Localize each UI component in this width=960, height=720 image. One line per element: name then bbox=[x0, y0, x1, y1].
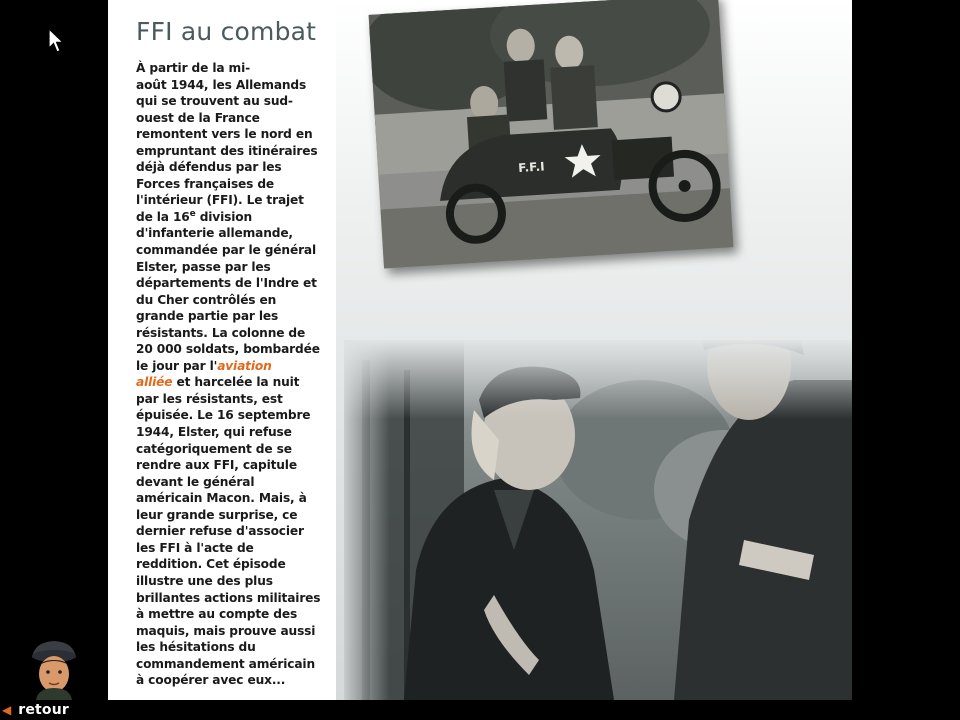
sidecar-label: F.F.I bbox=[517, 159, 546, 176]
retour-button[interactable] bbox=[2, 638, 102, 718]
left-triangle-icon: ◀ bbox=[2, 703, 12, 717]
mouse-cursor-icon bbox=[48, 28, 66, 54]
page-title: FFI au combat bbox=[136, 17, 317, 46]
photo-resistance-fighters bbox=[344, 340, 852, 700]
guide-avatar-icon bbox=[26, 638, 82, 700]
link-aviation-alliee-cont[interactable]: alliée bbox=[136, 375, 173, 390]
encyclopedia-page bbox=[108, 0, 852, 700]
photo-sidecar-motorcycle bbox=[369, 0, 734, 268]
article-body: À partir de la mi- août 1944, les Allemands qui se trouvent au sud- ouest de la France remontent vers le nord en empruntant des itinéraires déjà défendus par les Forces françaises de l'intérieur (FFI). Le trajet de la 16e division d'infanterie allemande, commandée par le général Elster, passe par les départements de l'Indre et du Cher contrôlés en grande partie par les résistants. La colonne de 20 000 soldats, bombardée le jour par l'aviation alliée et harcelée la nuit par les résistants, est épuisée. Le 16 septembre 1944, Elster, qui refuse catégoriquement de se rendre aux FFI, capitule devant le général américain Macon. Mais, à leur grande surprise, ce dernier refuse d'associer les FFI à l'acte de reddition. Cet épisode illustre une des plus brillantes actions militaires à mettre au compte des maquis, mais prouve aussi les hésitations du commandement américain à coopérer avec eux... bbox=[136, 61, 321, 688]
link-aviation-alliee[interactable]: aviation bbox=[217, 358, 272, 373]
retour-label: retour bbox=[18, 702, 70, 718]
